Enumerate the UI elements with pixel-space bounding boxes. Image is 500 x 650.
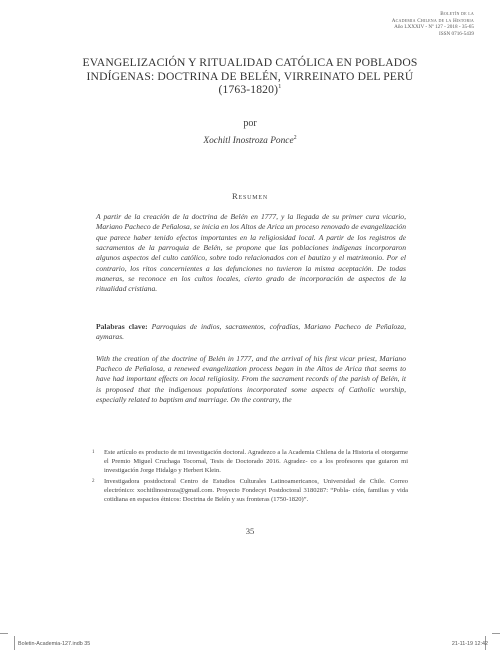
- keywords-label: Palabras clave:: [96, 322, 148, 331]
- crop-mark: [492, 633, 500, 634]
- footnote-text: Este artículo es producto de mi investigación doctoral. Agradezco a la Academia Chilena de la Historia el otorgarme el Premio Miguel Cruchaga Tocornal, Tesis de Doctorado 2016. Agradez- co a los profesores que guiaron mi investigación Jorge Hidalgo y Herbert Klein.: [104, 449, 408, 475]
- author-name: [0, 136, 500, 146]
- article-title: [70, 56, 430, 97]
- footnote-1: [92, 448, 408, 476]
- footnote-number: 2: [92, 478, 95, 484]
- abstract-spanish: A partir de la creación de la doctrina de Belén en 1777, y la llegada de su primer cura vicario, Mariano Pacheco de Peñalosa, se inicia en los Altos de Arica un proceso renovado de evangelización que parece haber tenido efectos importantes en la religiosidad local. A partir de los registros de sacramentos de la parroquia de Belén, se propone que las poblaciones indígenas incorporaron algunos aspectos del culto católico, sobre todo relacionados con el bautizo y el matrimonio. Por el contrario, los ritos concernientes a las defunciones no tuvieron la misma aceptación. De todas maneras, se reconoce en los cultos locales, cierto grado de incorporación de aspectos de la ritualidad cristiana.: [96, 212, 407, 294]
- footnotes: [92, 448, 408, 505]
- by-line: por: [243, 118, 257, 129]
- journal-line-2: Academia Chilena de la Historia: [391, 17, 474, 24]
- print-slug: [0, 641, 500, 650]
- journal-info: [274, 11, 474, 37]
- abstract-english: With the creation of the doctrine of Belén in 1777, and the arrival of his first vicar priest, Mariano Pacheco de Peñalosa, a renewed evangelization process began in the Altos de Arica that seems to have had important effects on local religiosity. From the sacrament records of the parish of Belén, it is proposed that the indigenous populations incorporated some aspects of Catholic worship, especially related to baptism and marriage. On the contrary, the: [96, 354, 406, 404]
- article-title-text: EVANGELIZACIÓN Y RITUALIDAD CATÓLICA EN POBLADOS INDÍGENAS: DOCTRINA DE BELÉN, VIRREINATO DEL PERÚ (1763-1820): [82, 56, 418, 97]
- footnote-text: Investigadora postdoctoral Centro de Estudios Culturales Latinoamericanos, Universidad de Chile. Correo electrónico: xochitlinostroza@gmail.com. Proyecto Fondecyt Postdoctoral 3180287: “Pobla- ción, familias y vida cotidiana en espacios étnicos: Doctrina de Belén y sus fronteras (1750-1820)”.: [104, 477, 408, 504]
- journal-line-1: Boletín de la: [440, 11, 474, 17]
- slug-filename: Boletin-Academia-127.indb 35: [18, 641, 91, 647]
- keywords: [96, 322, 406, 343]
- author-name-text: Xochitl Inostroza Ponce: [203, 136, 294, 146]
- title-footnote-ref: 1: [278, 83, 282, 91]
- slug-datetime: 21-11-19 12:42: [451, 641, 488, 647]
- author-footnote-ref: 2: [293, 134, 297, 141]
- resumen-heading: Resumen: [232, 191, 268, 201]
- crop-mark: [0, 633, 8, 634]
- keywords-text: Parroquias de indios, sacramentos, cofradías, Mariano Pacheco de Peñaloza, aymaras.: [96, 322, 406, 342]
- journal-issue: Año LXXXIV - Nº 127 - 2018 - 35-65: [394, 24, 474, 31]
- footnote-number: 1: [92, 450, 95, 455]
- page-number: 35: [245, 526, 255, 536]
- footnote-2: [92, 477, 408, 505]
- journal-issn: ISSN 0716-5439: [438, 30, 474, 37]
